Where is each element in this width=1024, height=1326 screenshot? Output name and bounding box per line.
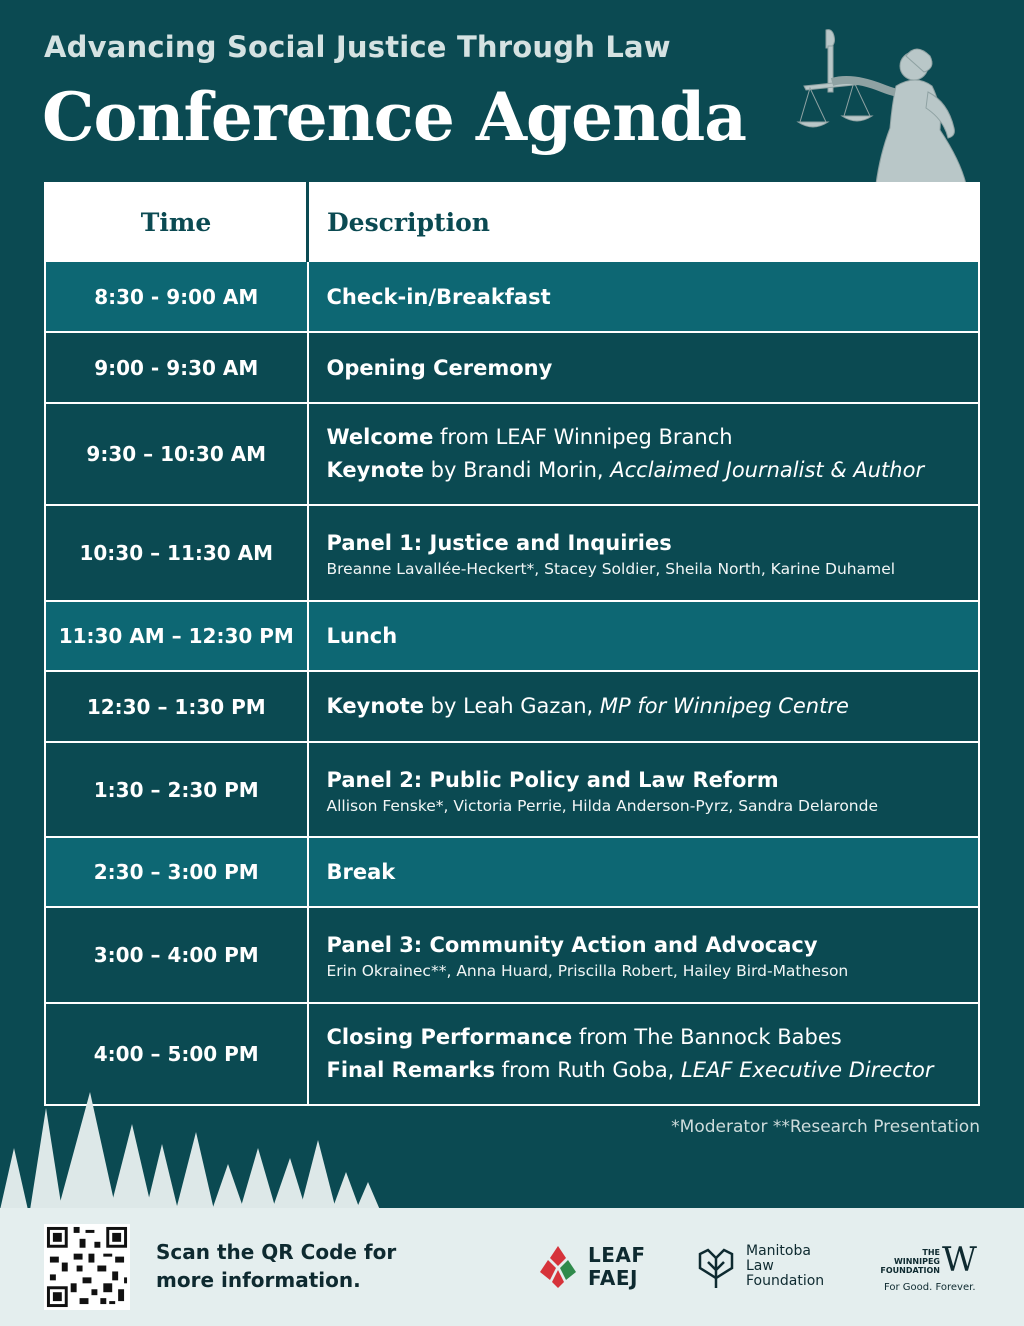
agenda-row	[45, 505, 979, 601]
session-time: 4:00 – 5:00 PM	[45, 1003, 308, 1105]
agenda-row	[45, 601, 979, 671]
wf-text-line: WINNIPEG	[893, 1257, 940, 1266]
session-time: 8:30 - 9:00 AM	[45, 261, 308, 332]
mlf-text-line: Foundation	[746, 1273, 825, 1289]
session-line-italic: LEAF Executive Director	[681, 1058, 934, 1082]
leaf-text-line: FAEJ	[588, 1266, 638, 1290]
session-speakers: Erin Okrainec**, Anna Huard, Priscilla Robert, Hailey Bird-Matheson	[326, 962, 849, 980]
session-line-bold: Final Remarks	[326, 1058, 495, 1082]
session-speakers: Breanne Lavallée-Heckert*, Stacey Soldier, Sheila North, Karine Duhamel	[326, 560, 896, 578]
session-title: Lunch	[326, 624, 398, 648]
agenda-row	[45, 742, 979, 837]
qr-text-line: more information.	[156, 1268, 361, 1292]
session-title: Panel 3: Community Action and Advocacy	[326, 933, 818, 957]
agenda-header-row	[45, 183, 979, 261]
leaf-logo-icon	[536, 1244, 580, 1290]
session-description	[308, 671, 980, 742]
session-description	[308, 837, 980, 907]
session-description	[308, 907, 980, 1003]
session-line-bold: Keynote	[326, 458, 424, 482]
session-line	[327, 421, 979, 454]
session-description	[308, 1003, 980, 1105]
session-time: 11:30 AM – 12:30 PM	[45, 601, 308, 671]
manitoba-law-foundation-logo-icon	[696, 1246, 736, 1290]
footer	[0, 1208, 1024, 1326]
lady-justice-statue-icon	[796, 26, 986, 184]
agenda-row	[45, 332, 979, 403]
qr-code-icon[interactable]	[44, 1224, 130, 1310]
session-line	[327, 454, 979, 487]
footnote-legend: *Moderator **Research Presentation	[671, 1117, 980, 1137]
session-time: 3:00 – 4:00 PM	[45, 907, 308, 1003]
session-description	[308, 261, 980, 332]
session-title: Break	[326, 860, 396, 884]
leaf-logo-text	[588, 1244, 646, 1290]
mlf-logo-text	[746, 1244, 824, 1289]
session-line-text: by Brandi Morin,	[424, 458, 611, 482]
pine-trees-icon	[0, 1088, 400, 1210]
session-line-bold: Welcome	[326, 425, 434, 449]
session-description	[308, 742, 980, 837]
agenda-row	[45, 907, 979, 1003]
leaf-text-line: LEAF	[588, 1243, 646, 1267]
leaf-logo	[536, 1240, 656, 1296]
session-title: Panel 1: Justice and Inquiries	[326, 531, 672, 555]
session-line-text: from Ruth Goba,	[494, 1058, 682, 1082]
winnipeg-foundation-logo-icon: W	[942, 1240, 977, 1280]
wf-text-line: FOUNDATION	[880, 1266, 940, 1275]
agenda-row	[45, 403, 979, 505]
mlf-text-line: Manitoba	[746, 1243, 811, 1259]
event-subtitle: Advancing Social Justice Through Law	[44, 30, 671, 64]
session-time: 10:30 – 11:30 AM	[45, 505, 308, 601]
session-line-bold: Keynote	[326, 694, 424, 718]
session-time: 2:30 – 3:00 PM	[45, 837, 308, 907]
session-speakers: Allison Fenske*, Victoria Perrie, Hilda Anderson-Pyrz, Sandra Delaronde	[326, 796, 879, 815]
description-column-header: Description	[308, 183, 980, 261]
session-title: Check-in/Breakfast	[326, 284, 551, 309]
session-time: 1:30 – 2:30 PM	[45, 742, 308, 837]
mlf-text-line: Law	[746, 1258, 774, 1274]
session-time: 9:00 - 9:30 AM	[45, 332, 308, 403]
wf-text-line: THE	[922, 1248, 940, 1257]
time-column-header: Time	[45, 183, 308, 261]
agenda-row	[45, 261, 979, 332]
wf-logo-text	[878, 1248, 940, 1275]
agenda-row	[45, 671, 979, 742]
session-title: Panel 2: Public Policy and Law Reform	[326, 767, 779, 792]
page-title: Conference Agenda	[42, 78, 747, 156]
qr-instructions	[156, 1238, 396, 1294]
qr-text-line: Scan the QR Code for	[156, 1240, 397, 1264]
winnipeg-foundation-logo	[878, 1240, 988, 1300]
manitoba-law-foundation-logo	[696, 1244, 846, 1294]
session-description	[308, 403, 980, 505]
session-line-italic: Acclaimed Journalist & Author	[610, 458, 925, 482]
session-description	[308, 332, 980, 403]
session-description	[308, 505, 980, 601]
session-line	[327, 690, 979, 723]
session-description	[308, 601, 980, 671]
session-line-text: from LEAF Winnipeg Branch	[433, 425, 733, 449]
session-line-italic: MP for Winnipeg Centre	[599, 694, 849, 718]
agenda-table	[44, 182, 980, 1106]
session-line	[327, 1054, 979, 1087]
session-line-bold: Closing Performance	[326, 1025, 573, 1049]
session-line-text: from The Bannock Babes	[572, 1025, 842, 1049]
session-time: 9:30 – 10:30 AM	[45, 403, 308, 505]
session-line	[327, 1021, 979, 1054]
session-title: Opening Ceremony	[326, 355, 553, 380]
wf-tagline: For Good. Forever.	[884, 1282, 976, 1293]
agenda-row	[45, 837, 979, 907]
session-line-text: by Leah Gazan,	[424, 694, 600, 718]
session-time: 12:30 – 1:30 PM	[45, 671, 308, 742]
